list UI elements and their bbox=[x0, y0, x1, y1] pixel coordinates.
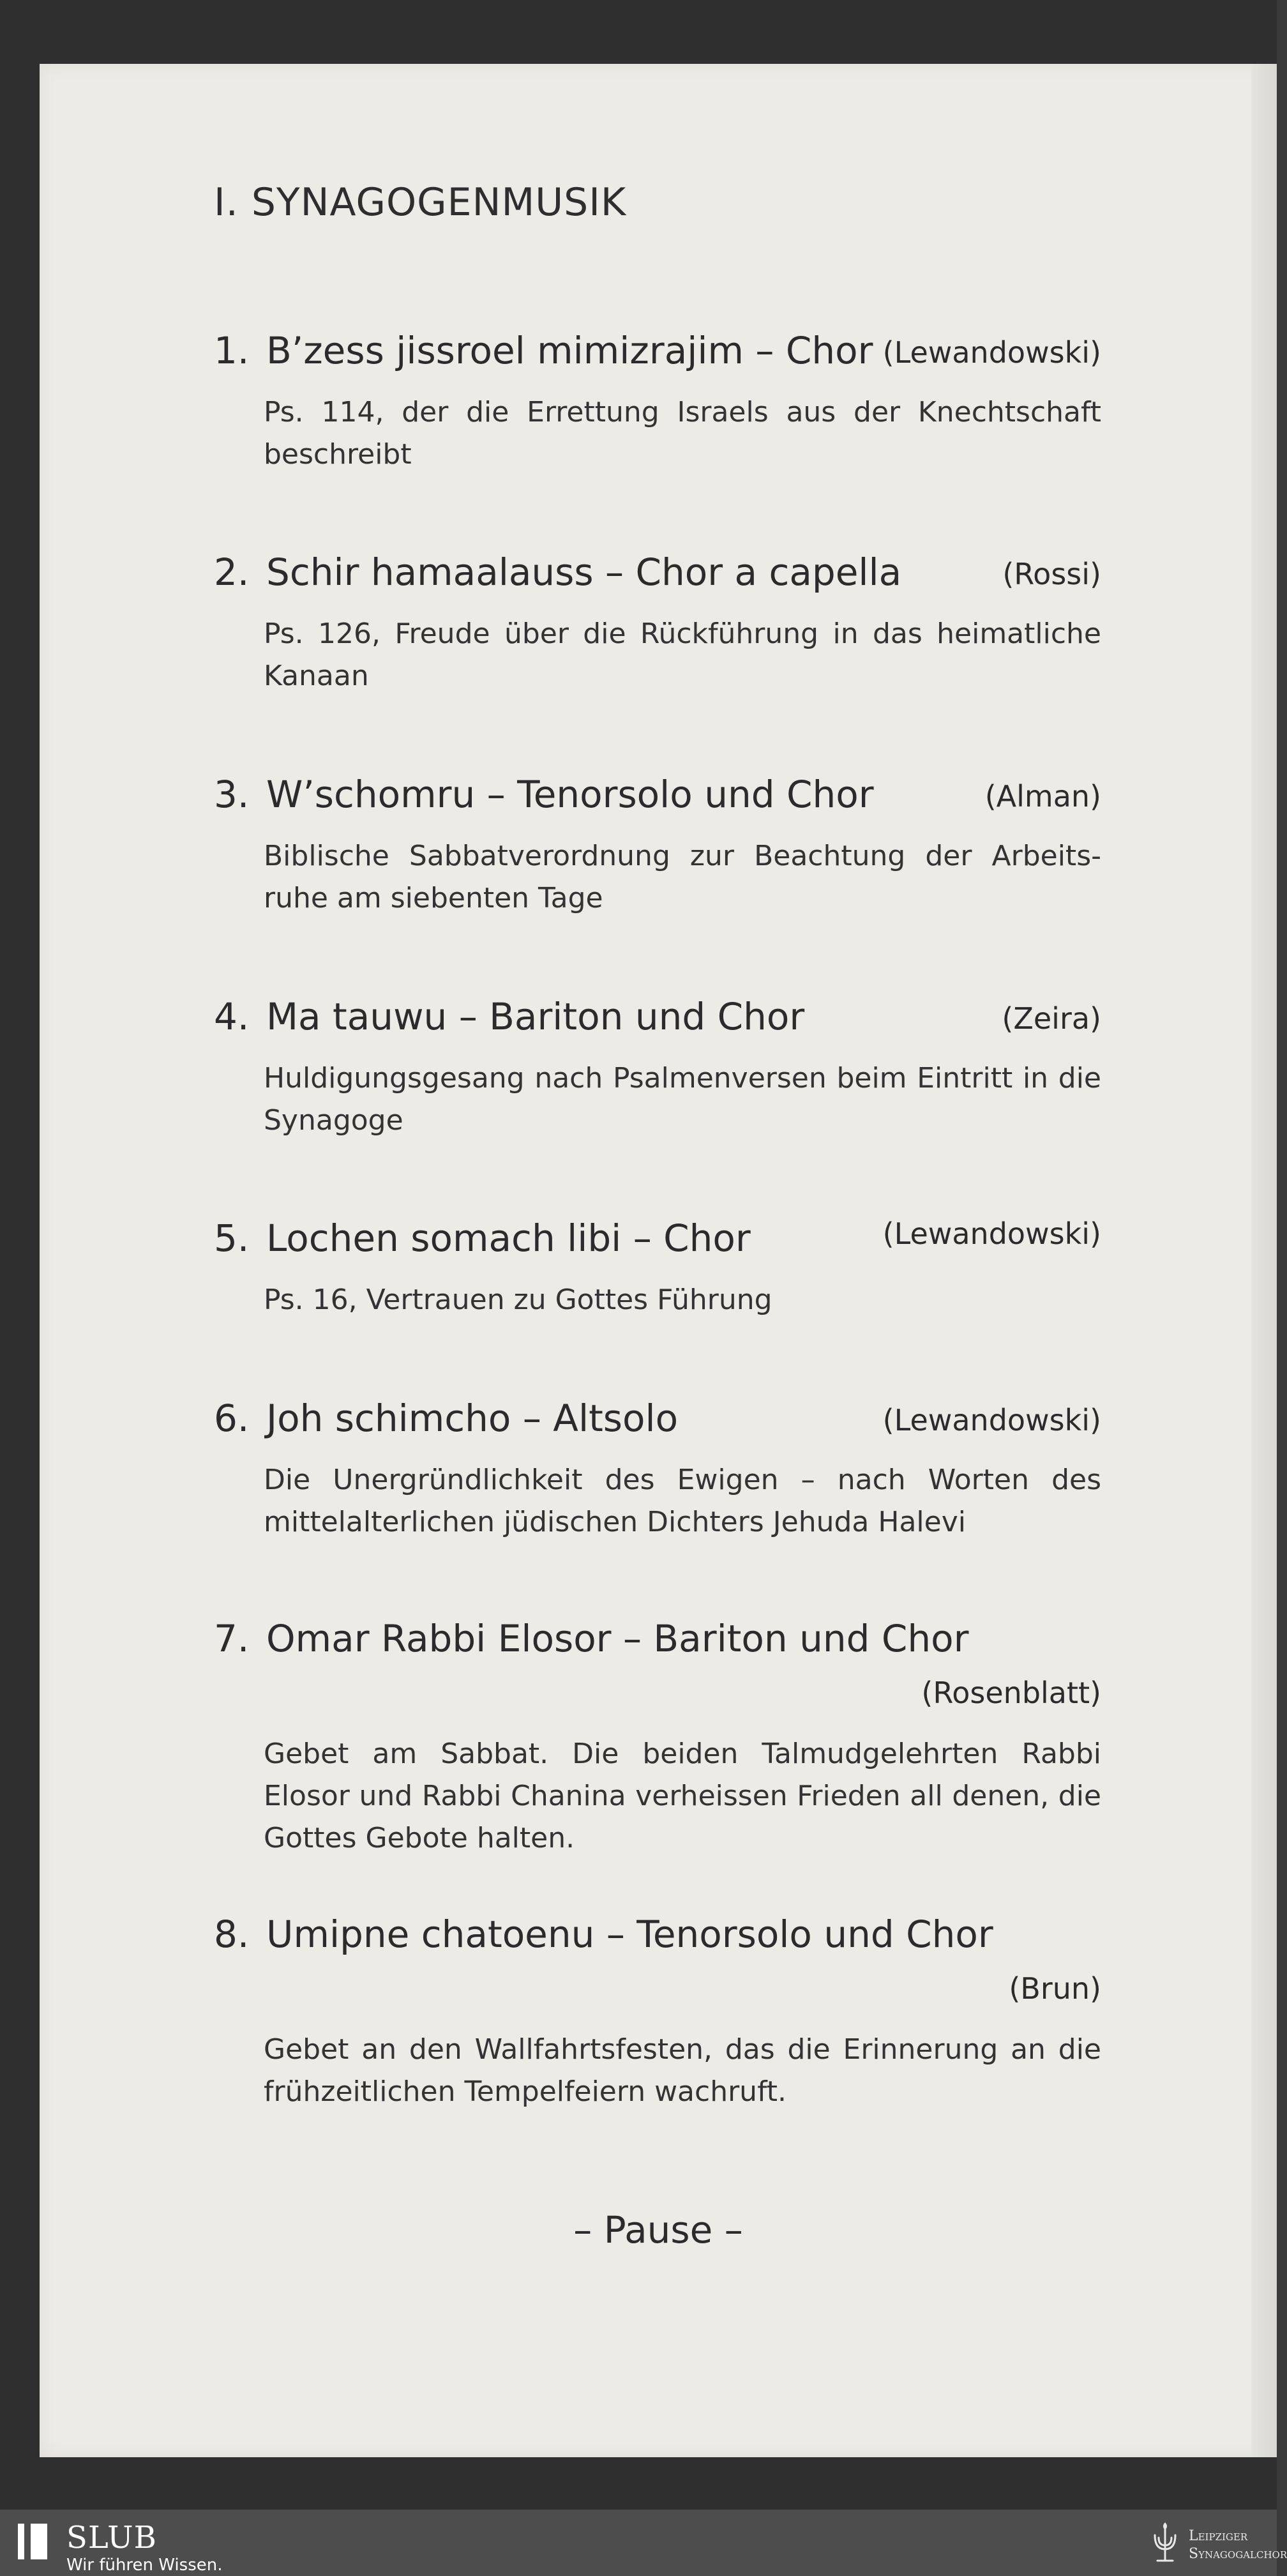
item-title: Lochen somach libi – Chor bbox=[266, 1216, 751, 1260]
item-heading bbox=[214, 1397, 1101, 1450]
item-composer: (Lewandowski) bbox=[882, 1216, 1101, 1251]
item-composer: (Rossi) bbox=[1002, 557, 1101, 591]
item-number: 3. bbox=[214, 773, 250, 816]
program-item-4 bbox=[214, 995, 1101, 1142]
item-title: Omar Rabbi Elosor – Bariton und Chor bbox=[266, 1617, 969, 1660]
item-number: 1. bbox=[214, 329, 250, 372]
choir-name bbox=[1189, 2527, 1287, 2563]
item-description: Gebet am Sabbat. Die beiden Talmudgelehrten Rabbi Elosor und Rabbi Chanina verheissen Frieden all denen, die Gottes Gebote halten. bbox=[264, 1738, 1101, 1854]
item-heading bbox=[214, 1216, 1101, 1270]
item-number: 5. bbox=[214, 1216, 250, 1260]
page-edge bbox=[1251, 64, 1277, 2457]
item-title: B’zess jissroel mimizrajim – Chor bbox=[266, 329, 873, 372]
item-number: 6. bbox=[214, 1397, 250, 1440]
item-description: Gebet an den Wallfahrtsfesten, das die Erinnerung an die frühzeitlichen Tempelfeiern wachruft. bbox=[264, 2033, 1101, 2108]
item-title: Ma tauwu – Bariton und Chor bbox=[266, 995, 805, 1038]
item-heading bbox=[214, 329, 1101, 383]
item-composer: (Lewandowski) bbox=[882, 335, 1101, 370]
item-description: Die Unergründlichkeit des Ewigen – nach Worten des mittelalterlichen jüdischen Dichters Jehuda Halevi bbox=[264, 1464, 1101, 1538]
item-title: Umipne chatoenu – Tenorsolo und Chor bbox=[266, 1913, 993, 1956]
menorah-icon bbox=[1146, 2521, 1184, 2566]
item-number: 7. bbox=[214, 1617, 250, 1660]
item-title: Schir hamaalauss – Chor a capella bbox=[266, 550, 902, 594]
program-item-8 bbox=[214, 1913, 1101, 2113]
item-number: 8. bbox=[214, 1913, 250, 1956]
choir-name-line-1: Leipziger bbox=[1189, 2528, 1248, 2544]
pause-label: – Pause – bbox=[573, 2208, 743, 2252]
library-name[interactable]: SLUB bbox=[66, 2520, 157, 2556]
library-tagline: Wir führen Wissen. bbox=[66, 2556, 223, 2575]
program-item-6 bbox=[214, 1397, 1101, 1543]
program-item-3 bbox=[214, 773, 1101, 920]
item-description: Ps. 126, Freude über die Rückführung in das heimatliche Kanaan bbox=[264, 617, 1101, 692]
item-composer: (Alman) bbox=[984, 779, 1101, 814]
program-item-5 bbox=[214, 1216, 1101, 1321]
item-heading bbox=[214, 550, 1101, 604]
item-description: Biblische Sabbatverordnung zur Beachtung der Arbeits-ruhe am siebenten Tage bbox=[264, 840, 1101, 914]
item-composer: (Brun) bbox=[1009, 1971, 1101, 2006]
item-description: Ps. 114, der die Errettung Israels aus der Knechtschaft beschreibt bbox=[264, 396, 1101, 471]
footer-bar bbox=[0, 2510, 1287, 2576]
item-composer: (Zeira) bbox=[1002, 1001, 1101, 1036]
section-title: I. SYNAGOGENMUSIK bbox=[214, 180, 627, 225]
item-number: 4. bbox=[214, 995, 250, 1038]
item-description: Huldigungsgesang nach Psalmenversen beim Eintritt in die Synagoge bbox=[264, 1062, 1101, 1137]
program-item-7 bbox=[214, 1617, 1101, 1860]
item-title: W’schomru – Tenorsolo und Chor bbox=[266, 773, 874, 816]
item-number: 2. bbox=[214, 550, 250, 594]
item-description: Ps. 16, Vertrauen zu Gottes Führung bbox=[264, 1284, 772, 1316]
item-title: Joh schimcho – Altsolo bbox=[266, 1397, 679, 1440]
choir-name-line-2: Synagogalchor bbox=[1189, 2546, 1287, 2562]
item-heading bbox=[214, 1913, 1101, 2006]
program-item-2 bbox=[214, 550, 1101, 697]
item-heading bbox=[214, 995, 1101, 1049]
item-heading bbox=[214, 773, 1101, 826]
slub-logo-icon[interactable] bbox=[18, 2524, 47, 2559]
item-heading bbox=[214, 1617, 1101, 1710]
item-composer: (Rosenblatt) bbox=[921, 1676, 1101, 1710]
program-item-1 bbox=[214, 329, 1101, 476]
item-composer: (Lewandowski) bbox=[882, 1403, 1101, 1437]
